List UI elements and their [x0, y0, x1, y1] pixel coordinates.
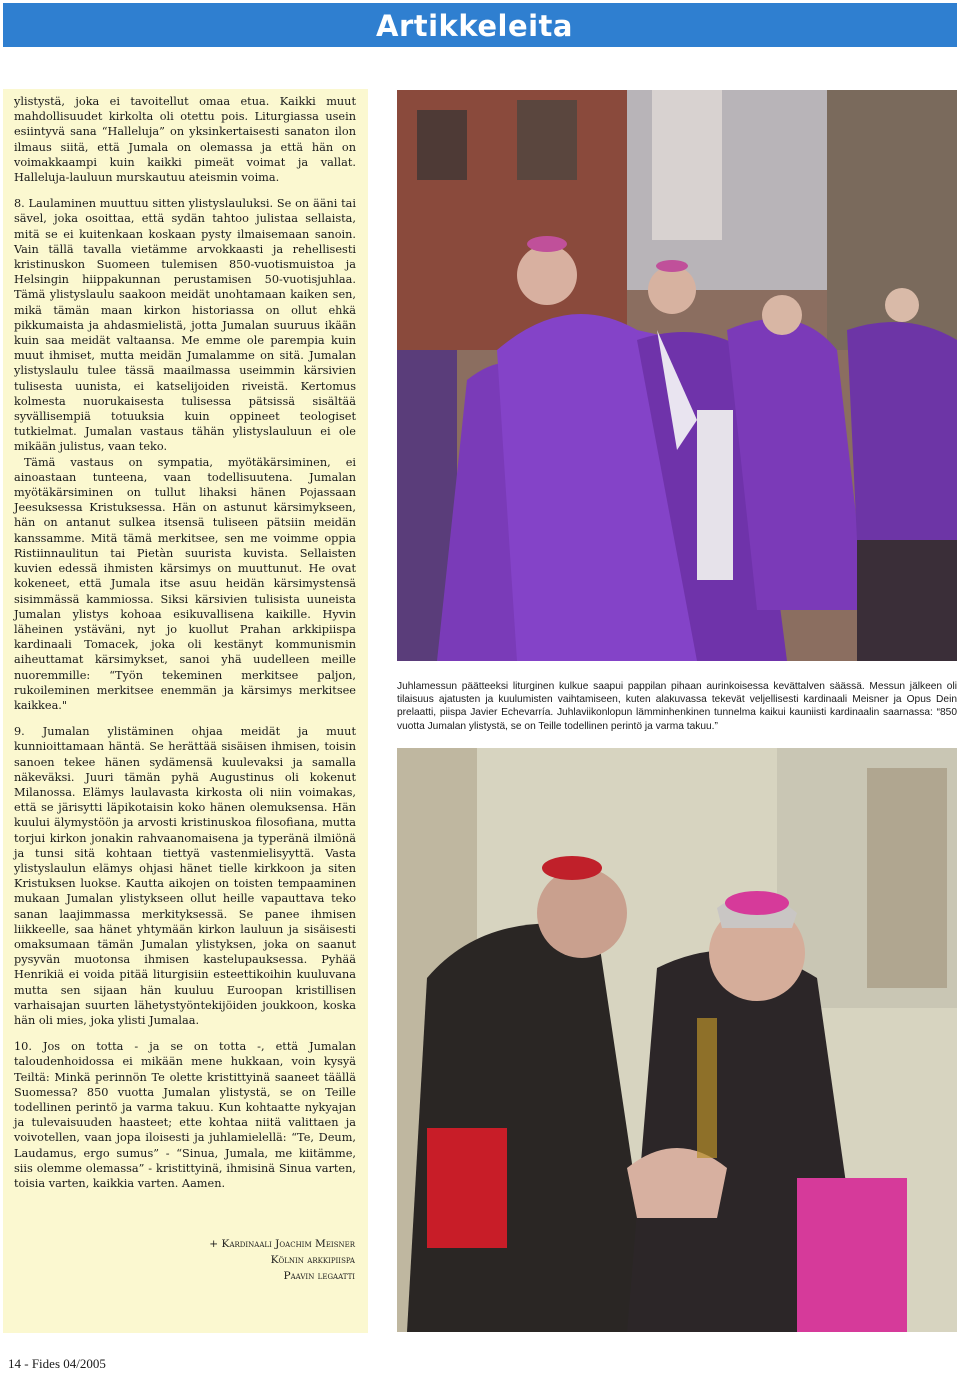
- procession-photo: [397, 90, 957, 661]
- signature-role: Paavin legaatti: [283, 1270, 355, 1282]
- author-signature: [209, 1236, 355, 1284]
- article-body: [14, 94, 356, 1191]
- signature-title: Kölnin arkkipiispa: [270, 1254, 355, 1266]
- article-paragraph: 8. Laulaminen muuttuu sitten ylistyslauluksi. Se on ääni tai sävel, joka osoittaa, että sydän tahtoo julistaa sellaista, mitä se ei kuitenkaan koskaan pysty ilmaisemaan sanoin. Vain tällä tavalla vietämme arvokkaasti ja rehellisesti kristinuskon Suomeen tulemisen 850-vuotismuistoa ja Helsingin hiippakunnan perustamisen 50-vuotisjuhlaa. Tämä ylistyslaulu saakoon meidät unohtamaan kaiken sen, mikä tämän maan kirkon historiassa on ollut ehkä pikkumaista ja ahdasmielistä, jotta Jumalan suuruus ikään kuin saa meidät valtaansa. Me emme ole parempia kuin muut ihmiset, mutta meidän Jumalamme on sitä. Jumalan ylistyslaulu tulee tässä maailmassa useimmin kärsivien tulisesta uunista, ei katselijoiden riveistä. Kertomus kolmesta nuorukaisesta tulisessa pätsissä sisältää syvällisempiä totuuksia kuin oppineet teologiset tutkielmat. Jumalan vastaus tähän ylistyslauluun ei ole mikään julistus, vaan teko.: [14, 197, 356, 454]
- article-paragraph: 9. Jumalan ylistäminen ohjaa meidät ja muut kunnioittamaan häntä. Se herättää sisäisen ihmisen, toisin sanoen tekee hänen sydämensä kuulevaksi ja samalla näkeväksi. Juuri tämän pyhä Augustinus oli kokenut Milanossa. Elämys laulavasta kirkosta oli niin voimakas, että se järisytti läpikotaisin koko hänen olemuksensa. Hän kuului älymystöön ja arvosti kristinuskoa filosofiana, mutta torjui kirkon jonakin rahvaanomaisena ja typeränä ilmiönä ja tunsi sitä kohtaan tiettyä vastenmielisyyttä. Vasta ylistyslaulun elämys ohjasi hänet tielle kirkkoon ja siten Kristuksen luokse. Kautta aikojen on toisten tempaaminen mukaan Jumalan ylistykseen ollut heille vapauttava teko sanan laajimmassa merkityksessä. Se panee ihmisen liikkeelle, saa hänet yhtymään kirkon lauluun ja sisäisesti omaksumaan tämän Jumalan ylistyksen, joka on saanut pysyvän muotonsa ihmisen kastelupauksessa. Pyhää Henrikiä ei voida pitää liturgisiin esteettikoihin kuuluvana mutta sen sijaan hän kuuluu Euroopan kristillisen varhaisajan suurten lähetystyöntekijöiden joukkoon, koska hän oli mies, joka ylisti Jumalaa.: [14, 725, 356, 1027]
- section-header-bar: [3, 3, 957, 47]
- section-title: Artikkeleita: [376, 9, 573, 43]
- page-footer: 14 - Fides 04/2005: [8, 1356, 106, 1371]
- cardinal-greeting-photo: [397, 748, 957, 1332]
- article-paragraph: Tämä vastaus on sympatia, myötäkärsiminen, ei ainoastaan tunteena, vaan todellisuutena. Jumalan myötäkärsiminen on tullut lihaksi hänen Pojassaan Jeesuksessa Kristuksessa. Hän on astunut kärsimykseen, hän on antanut sulkea itsensä tuliseen pätsiin meidän kanssamme. Mitä tämä merkitsee, sen me voimme oppia Ristiinnaulitun tai Pietàn suurista kuvista. Sellaisten kuvien edessä ihmisten kärsimys on muuttunut. He ovat kokeneet, että Jumala itse asuu heidän kärsimystensä sisimmässä kammiossa. Siksi kärsivien tulisista uuneista Jumalan ylistys kohoaa esikuvallisena kaikille. Hyvin läheinen ystäväni, nyt jo kuollut Prahan arkkipiispa kardinaali Tomacek, joka oli kestänyt kommunismin aiheuttamat kärsimykset, sanoi yhä uudelleen meille nuoremmille: “Työn tekeminen merkitsee paljon, rukoileminen merkitsee enemmän ja kärsimys merkitsee kaikkea.": [14, 455, 356, 712]
- signature-name: + Kardinaali Joachim Meisner: [209, 1238, 355, 1250]
- article-paragraph: 10. Jos on totta - ja se on totta -, että Jumalan taloudenhoidossa ei mikään mene hukkaan, voin kysyä Teiltä: Minkä perinnön Te olette kristittyinä saaneet täällä Suomessa? 850 vuotta Jumalan ylistystä, se on Teille todellinen perintö ja varma takuu. Kun kohtaatte nykyajan ja tulevaisuuden haasteet; ette kohtaa niitä valittaen ja voivotellen, vaan jopa iloisesti ja juhlamielellä: “Te, Deum, Laudamus, ergo sumus” - “Sinua, Jumala, me kiitämme, siis olemme olemassa” - kristittyinä, ihmisinä Sinua varten, toisia varten, kaikkia varten. Aamen.: [14, 1040, 356, 1191]
- photo-caption: Juhlamessun päätteeksi liturginen kulkue saapui pappilan pihaan aurinkoisessa kevättalven säässä. Messun jälkeen oli tilaisuus ajatusten ja kuulumisten vaihtamiseen, kuten alakuvassa tekevät veljellisesti kardinaali Meisner ja Opus Dein prelaatti, piispa Javier Echevarría. Juhlaviikonlopun lämminhenkinen tunnelma kaikui kauniisti kardinaalin saarnassa: “850 vuotta Jumalan ylistystä, se on Teille todellinen perintö ja varma takuu.”: [397, 681, 957, 732]
- article-paragraph: ylistystä, joka ei tavoitellut omaa etua. Kaikki muut mahdollisuudet kirkolta oli otettu pois. Liturgiassa usein esiintyvä sana “Halleluja” on yksinkertaisesti sanaton ilon ilmaus siitä, että Jumala on olemassa ja että hän on voimakkaampi kuin kaikki pimeät voimat ja vallat. Halleluja-lauluun murskautuu ateismin voima.: [14, 95, 356, 185]
